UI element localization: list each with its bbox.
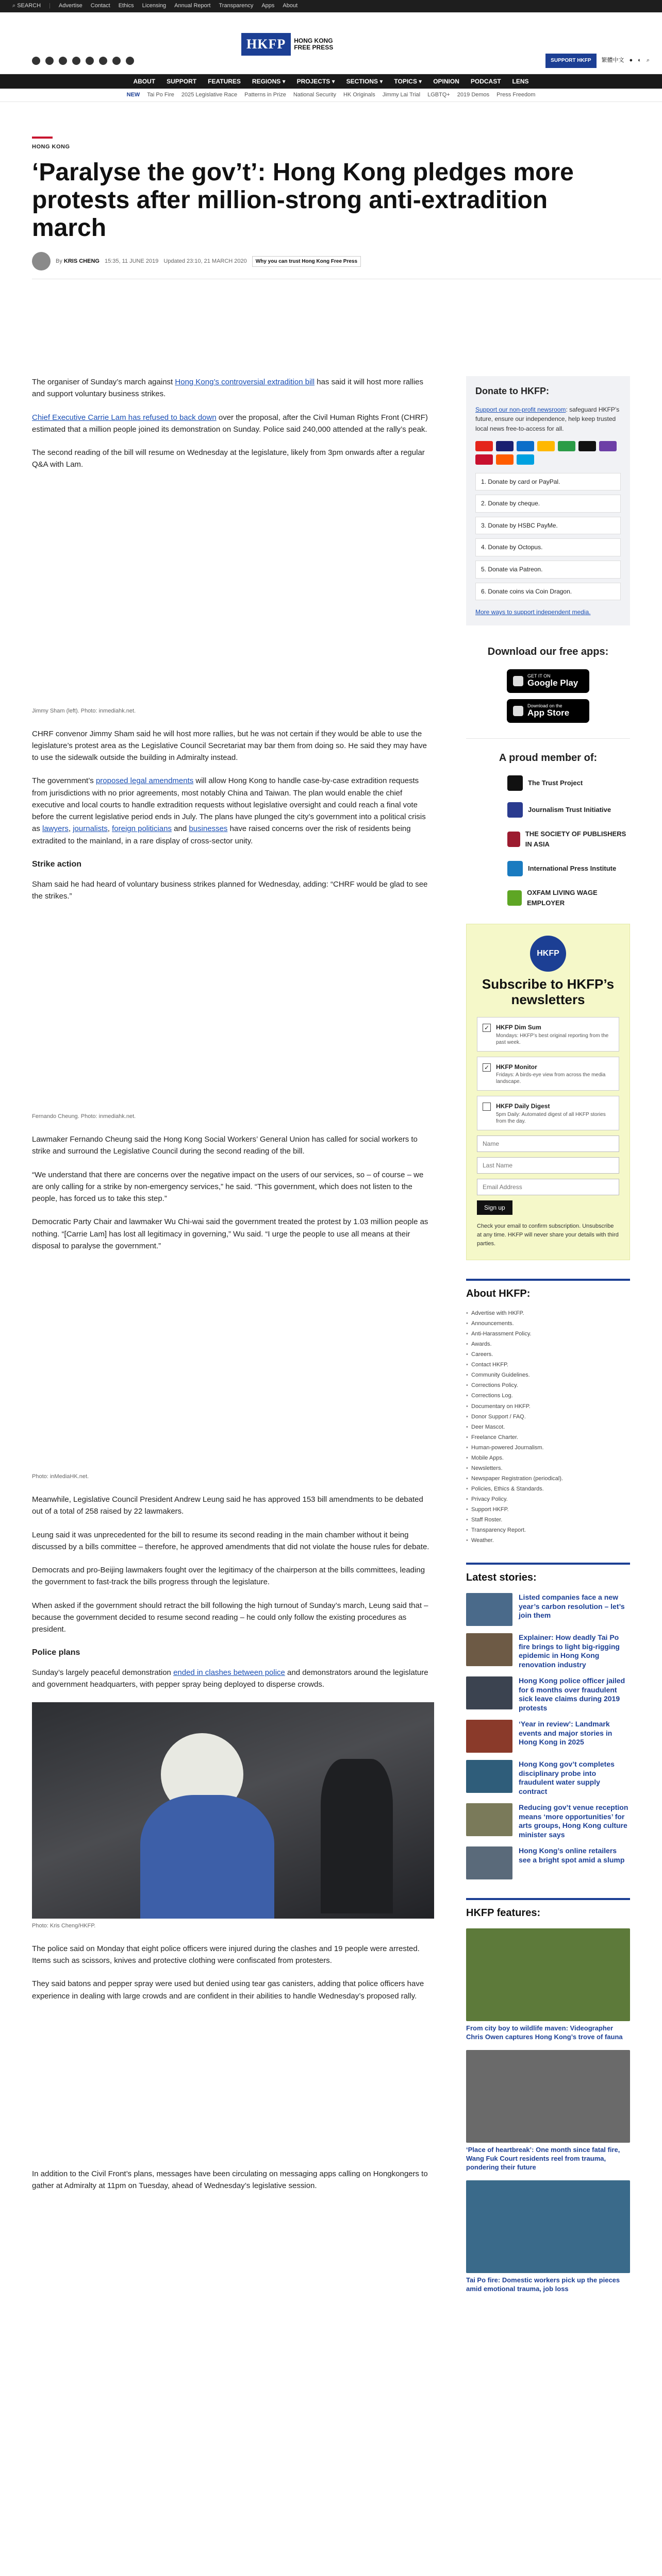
- site-logo[interactable]: [241, 33, 333, 56]
- support-button[interactable]: SUPPORT HKFP: [545, 54, 596, 68]
- member-org[interactable]: [507, 861, 630, 876]
- newsletter-desc: Fridays: A birds-eye view from across the media landscape.: [496, 1072, 606, 1085]
- newsletter-name: HKFP Daily Digest: [496, 1103, 550, 1110]
- author-name[interactable]: KRIS CHENG: [63, 258, 100, 264]
- payment-card-icon: [599, 441, 617, 451]
- checkbox[interactable]: ✓: [483, 1063, 491, 1072]
- main-nav: [0, 74, 662, 89]
- member-logo-icon: [507, 832, 520, 847]
- utility-link[interactable]: Ethics: [118, 3, 134, 9]
- about-link[interactable]: • Human-powered Journalism.: [466, 1444, 630, 1452]
- paragraph: Democratic Party Chair and lawmaker Wu Chi-wai said the government treated the protest by 1.03 million people as nothing. “[Carrie Lam] has lost all legitimacy in governing,” Wu said. “I urge the people to use all means at their disposal to paralyse the government.”: [32, 1217, 428, 1250]
- donate-option[interactable]: 3. Donate by HSBC PayMe.: [475, 517, 621, 535]
- feature-image: [466, 2180, 630, 2273]
- youtube-icon[interactable]: [72, 57, 80, 65]
- email-icon[interactable]: [126, 57, 134, 65]
- feature-title: From city boy to wildlife maven: Videographer Chris Owen captures Hong Kong’s trove of fauna: [466, 2024, 623, 2041]
- whatsapp-icon[interactable]: [112, 57, 121, 65]
- inline-link[interactable]: Chief Executive Carrie Lam has refused to back down: [32, 413, 217, 422]
- trending-item[interactable]: Patterns in Prize: [244, 91, 286, 98]
- language-switch[interactable]: 繁體中文: [601, 57, 624, 64]
- paragraph: Lawmaker Fernando Cheung said the Hong Kong Social Workers’ General Union has called for social workers to strike and surround the Legislative Council during the second reading of the bill.: [32, 1135, 418, 1156]
- article-body: [32, 376, 434, 2203]
- member-name: OXFAM LIVING WAGE EMPLOYER: [527, 889, 598, 907]
- user-icon[interactable]: ●: [629, 57, 633, 64]
- trending-item[interactable]: Jimmy Lai Trial: [382, 91, 421, 98]
- latest-widget: [466, 1563, 630, 1879]
- story-thumbnail: [466, 1803, 512, 1836]
- story-thumbnail: [466, 1720, 512, 1753]
- paragraph: Sham said he had heard of voluntary business strikes planned for Wednesday, adding: “CHRF would be glad to see the strikes.”: [32, 879, 428, 901]
- about-link[interactable]: • Careers.: [466, 1350, 630, 1359]
- payment-card-icon: [517, 441, 534, 451]
- trending-item[interactable]: National Security: [293, 91, 336, 98]
- article-photo: [32, 913, 434, 1109]
- payment-methods: [475, 441, 621, 465]
- about-list: [466, 1309, 630, 1545]
- section-label[interactable]: HONG KONG: [32, 144, 70, 150]
- inline-link[interactable]: foreign politicians: [112, 824, 172, 834]
- nav-item[interactable]: LENS: [512, 77, 529, 85]
- story-title: Hong Kong gov’t completes disciplinary probe into fraudulent water supply contract: [519, 1760, 615, 1795]
- donate-widget: [466, 376, 630, 625]
- latest-story[interactable]: [466, 1633, 630, 1669]
- trending-item[interactable]: Tai Po Fire: [147, 91, 174, 98]
- inline-link[interactable]: proposed legal amendments: [95, 776, 194, 786]
- inline-link[interactable]: Hong Kong’s controversial extradition bill: [175, 378, 315, 386]
- member-org[interactable]: [507, 888, 630, 908]
- newsletter-desc: 5pm Daily: Automated digest of all HKFP stories from the day.: [496, 1111, 606, 1124]
- story-title: Hong Kong police officer jailed for 6 months over fraudulent sick leave claims during 2019 protests: [519, 1676, 625, 1712]
- newsletter-option[interactable]: [477, 1017, 619, 1052]
- about-link[interactable]: • Corrections Policy.: [466, 1381, 630, 1390]
- google-play-badge[interactable]: GET IT ON Google Play: [507, 669, 589, 693]
- inline-link[interactable]: businesses: [189, 824, 228, 834]
- paragraph: Leung said it was unprecedented for the bill to resume its second reading in the main chamber without it being discussed by a bills committee – therefore, he approved amendments that did not violate the house rules for debate.: [32, 1530, 429, 1551]
- feature-list: [466, 1928, 630, 2293]
- about-link[interactable]: • Policies, Ethics & Standards.: [466, 1485, 630, 1494]
- about-link[interactable]: • Newsletters.: [466, 1464, 630, 1473]
- section-accent: [32, 137, 53, 139]
- nav-item[interactable]: OPINION: [433, 77, 459, 85]
- article-headline: ‘Paralyse the gov’t’: Hong Kong pledges more protests after million-strong anti-extradition march: [32, 159, 574, 242]
- about-link[interactable]: • Documentary on HKFP.: [466, 1402, 630, 1411]
- feature-image: [466, 1928, 630, 2021]
- story-thumbnail: [466, 1760, 512, 1793]
- paragraph: Chief Executive Carrie Lam has refused to back down over the proposal, after the Civil Human Rights Front (CHRF) estimated that a million people joined its demonstration on Sunday. Police said 240,000 attended at the rally’s peak.: [32, 413, 428, 434]
- newsletter-name: HKFP Dim Sum: [496, 1024, 541, 1031]
- about-title: About HKFP:: [466, 1279, 630, 1302]
- nav-item[interactable]: FEATURES: [208, 77, 241, 85]
- paragraph: “We understand that there are concerns over the negative impact on the users of our services, so – of course – we are only calling for a strike by non-emergency services,” he said. “This government, which does not listen to the people, has forced us to take this step.”: [32, 1170, 424, 1204]
- about-link[interactable]: • Advertise with HKFP.: [466, 1309, 630, 1318]
- member-org[interactable]: [507, 802, 630, 818]
- divider: |: [49, 3, 51, 9]
- facebook-icon[interactable]: [32, 57, 40, 65]
- story-title: Hong Kong’s online retailers see a bright spot amid a slump: [519, 1846, 625, 1864]
- about-link[interactable]: • Deer Mascot.: [466, 1423, 630, 1432]
- donate-option[interactable]: 1. Donate by card or PayPal.: [475, 473, 621, 491]
- payment-card-icon: [537, 441, 555, 451]
- latest-story[interactable]: [466, 1803, 630, 1839]
- about-link[interactable]: • Corrections Log.: [466, 1392, 630, 1400]
- payment-card-icon: [475, 441, 493, 451]
- more-ways-link[interactable]: More ways to support independent media.: [475, 608, 591, 616]
- header-actions: [545, 54, 650, 68]
- new-badge: NEW: [126, 91, 140, 98]
- member-name: THE SOCIETY OF PUBLISHERS IN ASIA: [525, 829, 626, 848]
- telegram-icon[interactable]: [99, 57, 107, 65]
- article-photo: [32, 1263, 434, 1469]
- trending-item[interactable]: Press Freedom: [496, 91, 536, 98]
- story-title: ‘Year in review’: Landmark events and major stories in Hong Kong in 2025: [519, 1720, 613, 1747]
- story-thumbnail: [466, 1593, 512, 1626]
- paragraph: In addition to the Civil Front’s plans, messages have been circulating on messaging apps calling on Hongkongers to gather at Admiralty at 11pm on Tuesday, ahead of Wednesday’s legislative session.: [32, 2169, 428, 2191]
- donate-option[interactable]: 4. Donate by Octopus.: [475, 538, 621, 556]
- feature-title: Tai Po fire: Domestic workers pick up the pieces amid emotional trauma, job loss: [466, 2276, 620, 2293]
- inline-link[interactable]: journalists: [73, 824, 108, 834]
- features-title: HKFP features:: [466, 1898, 630, 1921]
- paragraph: The organiser of Sunday’s march against Hong Kong’s controversial extradition bill has said it will host more rallies and support voluntary business strikes.: [32, 378, 424, 399]
- payment-card-icon: [517, 454, 534, 465]
- google-play-icon: [513, 676, 523, 686]
- newsletter-option[interactable]: [477, 1096, 619, 1130]
- utility-link[interactable]: Transparency: [219, 3, 254, 9]
- member-name: International Press Institute: [528, 865, 617, 873]
- paragraph: CHRF convenor Jimmy Sham said he will host more rallies, but he was not certain if they would be able to use the legislature’s protest area as the Legislative Council Secretariat may bar them from doing so. He said they may have to use the sidewalk outside the building in Admiralty instead.: [32, 729, 427, 762]
- about-link[interactable]: • Transparency Report.: [466, 1526, 630, 1535]
- feature-story[interactable]: [466, 2180, 630, 2294]
- story-thumbnail: [466, 1676, 512, 1709]
- paragraph: The police said on Monday that eight police officers were injured during the clashes and 19 people were arrested. Items such as scissors, knives and protective clothing were confiscated from protesters.: [32, 1944, 420, 1965]
- member-logo-icon: [507, 802, 523, 818]
- member-org[interactable]: [507, 829, 630, 850]
- feature-story[interactable]: [466, 2050, 630, 2172]
- nav-item[interactable]: TOPICS ▾: [394, 77, 422, 85]
- logo-text: HONG KONG FREE PRESS: [294, 37, 334, 52]
- member-name: The Trust Project: [528, 778, 583, 787]
- nav-item[interactable]: ABOUT: [133, 77, 156, 85]
- about-link[interactable]: • Contact HKFP.: [466, 1361, 630, 1369]
- site-header: [0, 12, 662, 74]
- paragraph: Meanwhile, Legislative Council President Andrew Leung said he has approved 153 bill amendments to be debated out of a total of 258 raised by 22 lawmakers.: [32, 1495, 423, 1516]
- dark-mode-icon[interactable]: ◐: [638, 57, 641, 64]
- logo-box: HKFP: [241, 33, 291, 56]
- trending-item[interactable]: 2019 Demos: [457, 91, 490, 98]
- newsletter-options: [477, 1017, 619, 1130]
- about-link[interactable]: • Privacy Policy.: [466, 1495, 630, 1504]
- photo-caption: Jimmy Sham (left). Photo: inmediahk.net.: [32, 707, 136, 714]
- latest-story[interactable]: [466, 1846, 630, 1879]
- article-header: [32, 137, 630, 279]
- trending-item[interactable]: HK Originals: [343, 91, 375, 98]
- subheading: Strike action: [32, 859, 82, 869]
- inline-link[interactable]: ended in clashes between police: [173, 1668, 285, 1677]
- newsletter-note: Check your email to confirm subscription. Unsubscribe at any time. HKFP will never share your details with third parties.: [477, 1223, 619, 1247]
- about-link[interactable]: • Staff Roster.: [466, 1516, 630, 1524]
- nav-item[interactable]: PROJECTS ▾: [296, 77, 335, 85]
- newsletter-title: Subscribe to HKFP’s newsletters: [482, 976, 615, 1008]
- checkbox[interactable]: [483, 1103, 491, 1111]
- latest-story[interactable]: [466, 1720, 630, 1753]
- story-thumbnail: [466, 1846, 512, 1879]
- nav-item[interactable]: PODCAST: [470, 77, 501, 85]
- publish-date: 15:35, 11 JUNE 2019: [104, 258, 159, 264]
- trending-nav: [0, 89, 662, 102]
- utility-link[interactable]: Apps: [261, 3, 275, 9]
- paragraph: The government’s proposed legal amendments will allow Hong Kong to handle case-by-case extradition requests from jurisdictions with no prior agreements, most notably China and Taiwan. The plan would enable the chief executive and local courts to handle extradition requests without legislative oversight and could reach a final vote before the current legislative period ends in July. The plans have plunged the city’s government into a political crisis as lawyers, journalists, foreign politicians and businesses have raised concerns over the risk of residents being extradited to the mainland, in a rare display of cross-sector unity.: [32, 776, 426, 845]
- latest-story[interactable]: [466, 1676, 630, 1713]
- story-title: Explainer: How deadly Tai Po fire brings to light big-rigging epidemic in Hong Kong renovation industry: [519, 1633, 620, 1669]
- story-thumbnail: [466, 1633, 512, 1666]
- nav-item[interactable]: SECTIONS ▾: [346, 77, 383, 85]
- donate-option[interactable]: 2. Donate by cheque.: [475, 495, 621, 513]
- latest-title: Latest stories:: [466, 1563, 630, 1586]
- payment-card-icon: [578, 441, 596, 451]
- checkbox[interactable]: ✓: [483, 1024, 491, 1032]
- background-figure: [321, 1759, 393, 1913]
- payment-card-icon: [496, 441, 514, 451]
- feature-story[interactable]: [466, 1928, 630, 2042]
- donate-option[interactable]: 5. Donate via Patreon.: [475, 561, 621, 579]
- payment-card-icon: [475, 454, 493, 465]
- paragraph: They said batons and pepper spray were used but denied using tear gas canisters, adding that police officers have experience in dealing with large crowds and are confident in their abilities to handle Wednesday’s proposed rally.: [32, 1979, 424, 2001]
- feature-title: ‘Place of heartbreak’: One month since fatal fire, Wang Fuk Court residents reel from trauma, pondering their future: [466, 2145, 620, 2171]
- newsletter-option[interactable]: [477, 1057, 619, 1091]
- member-logo-icon: [507, 775, 523, 791]
- nav-item[interactable]: REGIONS ▾: [252, 77, 286, 85]
- newsletter-name: HKFP Monitor: [496, 1063, 537, 1071]
- signup-button[interactable]: Sign up: [477, 1200, 512, 1215]
- social-links: [32, 57, 134, 65]
- payment-card-icon: [558, 441, 575, 451]
- payment-card-icon: [496, 454, 514, 465]
- linkedin-icon[interactable]: [86, 57, 94, 65]
- article-photo: [32, 482, 434, 704]
- paragraph: Sunday’s largely peaceful demonstration ended in clashes between police and demonstrators around the legislature and government headquarters, with pepper spray being deployed to disperse crowds.: [32, 1668, 428, 1689]
- member-logo-icon: [507, 861, 523, 876]
- newsletter-desc: Mondays: HKFP’s best original reporting from the past week.: [496, 1032, 609, 1045]
- about-link[interactable]: • Anti-Harassment Policy.: [466, 1330, 630, 1338]
- about-link[interactable]: • Awards.: [466, 1340, 630, 1349]
- ad-space: [32, 2013, 434, 2168]
- photo-caption: Fernando Cheung. Photo: inmediahk.net.: [32, 1113, 136, 1120]
- member-name: Journalism Trust Initiative: [528, 805, 611, 814]
- x-icon[interactable]: [45, 57, 54, 65]
- photo-caption: Photo: inMediaHK.net.: [32, 1473, 89, 1480]
- subheading: Police plans: [32, 1648, 80, 1657]
- paragraph: When asked if the government should retract the bill following the high turnout of Sunday’s march, Leung said that – because the government decided to resume second reading – he could only follow the existing procedures as president.: [32, 1601, 428, 1634]
- features-widget: [466, 1898, 630, 2293]
- about-link[interactable]: • Freelance Charter.: [466, 1433, 630, 1442]
- instagram-icon[interactable]: [59, 57, 67, 65]
- donate-intro: Support our non-profit newsroom: safeguard HKFP’s future, ensure our independence, help keep trusted local news free-to-access for all.: [475, 405, 620, 433]
- name-field[interactable]: [477, 1136, 619, 1152]
- nav-item[interactable]: SUPPORT: [167, 77, 197, 85]
- apps-title: Download our free apps:: [487, 646, 609, 657]
- author-avatar[interactable]: [32, 252, 51, 270]
- donate-title: Donate to HKFP:: [475, 386, 549, 396]
- search-icon[interactable]: ⌕: [646, 57, 650, 64]
- app-store-badge[interactable]: Download on the App Store: [507, 699, 589, 723]
- sidebar: [466, 376, 630, 2301]
- utility-link[interactable]: Licensing: [142, 3, 167, 9]
- support-link[interactable]: Support our non-profit newsroom: [475, 405, 566, 413]
- trending-item[interactable]: 2025 Legislative Race: [181, 91, 238, 98]
- paragraph: The second reading of the bill will resume on Wednesday at the legislature, likely from 3pm onwards after a regular Q&A with Lam.: [32, 448, 425, 469]
- feature-image: [466, 2050, 630, 2143]
- apple-icon: [513, 706, 523, 716]
- search-link[interactable]: ⌕ SEARCH: [12, 3, 41, 9]
- trust-link[interactable]: Why you can trust Hong Kong Free Press: [252, 256, 361, 267]
- paragraph: Democrats and pro-Beijing lawmakers fought over the legitimacy of the chairperson at the bills committees, leading the government to fast-track the bills progress through the legislature.: [32, 1566, 425, 1587]
- about-link[interactable]: • Support HKFP.: [466, 1505, 630, 1514]
- utility-link[interactable]: Contact: [90, 3, 110, 9]
- newsletter-logo: HKFP: [530, 936, 566, 972]
- utility-link[interactable]: Annual Report: [174, 3, 211, 9]
- email-field[interactable]: [477, 1179, 619, 1195]
- about-link[interactable]: • Mobile Apps.: [466, 1454, 630, 1463]
- donate-option[interactable]: 6. Donate coins via Coin Dragon.: [475, 583, 621, 601]
- utility-link[interactable]: Advertise: [58, 3, 82, 9]
- latest-story[interactable]: [466, 1760, 630, 1796]
- trending-item[interactable]: LGBTQ+: [427, 91, 450, 98]
- last-name-field[interactable]: [477, 1157, 619, 1174]
- utility-link[interactable]: About: [283, 3, 298, 9]
- updated-date: Updated 23:10, 21 MARCH 2020: [163, 258, 247, 264]
- member-list: [466, 775, 630, 909]
- byline-text: By KRIS CHENG: [56, 258, 100, 264]
- newsletter-widget: [466, 924, 630, 1260]
- latest-list: [466, 1593, 630, 1879]
- story-title: Listed companies face a new year’s carbon resolution – let’s join them: [519, 1593, 625, 1620]
- about-widget: [466, 1279, 630, 1545]
- member-org[interactable]: [507, 775, 630, 791]
- utility-bar: [0, 0, 662, 12]
- officer-figure: [140, 1795, 274, 1919]
- member-title: A proud member of:: [466, 738, 630, 766]
- byline: [32, 252, 630, 270]
- about-link[interactable]: • Weather.: [466, 1536, 630, 1545]
- latest-story[interactable]: [466, 1593, 630, 1626]
- photo-caption: Photo: Kris Cheng/HKFP.: [32, 1922, 96, 1929]
- story-title: Reducing gov’t venue reception means ‘more opportunities’ for arts groups, Hong Kong culture minister says: [519, 1803, 628, 1839]
- search-label: SEARCH: [17, 3, 41, 9]
- about-link[interactable]: • Newspaper Registration (periodical).: [466, 1475, 630, 1483]
- about-link[interactable]: • Announcements.: [466, 1319, 630, 1328]
- about-link[interactable]: • Community Guidelines.: [466, 1371, 630, 1380]
- police-photo: [32, 1702, 434, 1919]
- about-link[interactable]: • Donor Support / FAQ.: [466, 1413, 630, 1421]
- member-logo-icon: [507, 890, 522, 906]
- inline-link[interactable]: lawyers: [42, 824, 69, 834]
